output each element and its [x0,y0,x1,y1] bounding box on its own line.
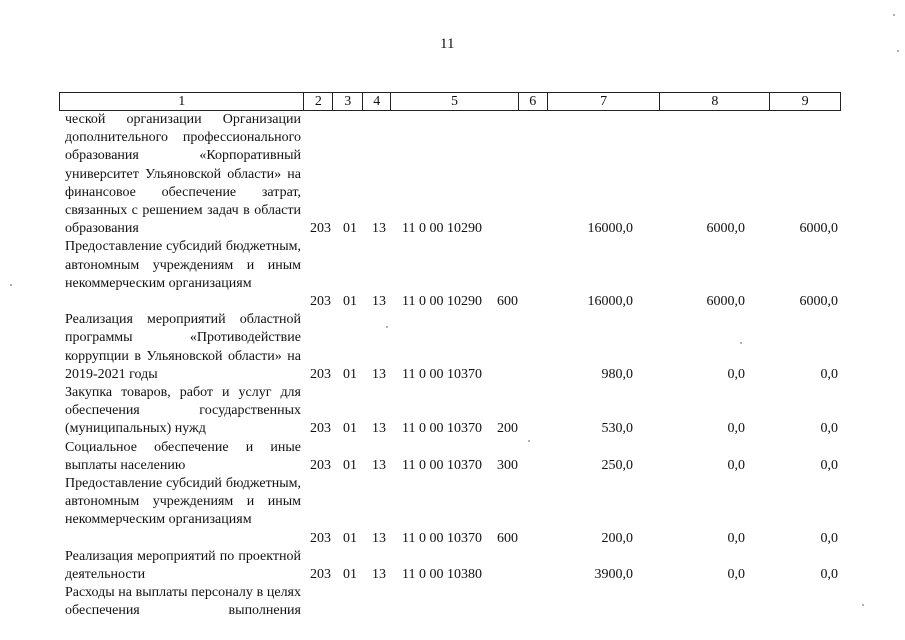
cell-col-7: 3900,0 [594,566,633,582]
cell-col-7: 530,0 [601,421,633,437]
cell-col-5: 11 0 00 10290 [402,293,482,309]
cell-col-2: 203 [310,421,331,437]
header-col-4: 4 [363,93,391,110]
cell-col-4: 13 [372,566,386,582]
cell-col-7: 980,0 [601,366,633,382]
cell-col-5: 11 0 00 10370 [402,530,482,546]
table-row [0,475,905,548]
header-col-1: 1 [60,93,304,110]
header-col-9: 9 [801,94,809,109]
cell-col-8: 0,0 [727,457,745,473]
row-name: Расходы на выплаты персоналу в целях обеспечения выполнения [65,585,301,619]
cell-col-2: 203 [310,566,331,582]
cell-col-8: 6000,0 [706,293,745,309]
cell-col-6: 600 [497,293,518,309]
table-body [0,111,905,621]
cell-col-9: 6000,0 [799,293,838,309]
cell-col-2: 203 [310,221,331,237]
cell-col-5: 11 0 00 10370 [402,421,482,437]
cell-col-9: 0,0 [820,530,838,546]
cell-col-3: 01 [343,530,357,546]
scan-speck [893,14,895,16]
header-col-8: 8 [660,93,770,110]
table-row [0,111,905,238]
table-row [0,548,905,584]
cell-col-2: 203 [310,293,331,309]
scan-speck [897,50,899,52]
cell-col-9: 0,0 [820,366,838,382]
cell-col-5: 11 0 00 10370 [402,457,482,473]
cell-col-7: 16000,0 [587,293,633,309]
page-number: 11 [440,36,455,52]
cell-col-9: 0,0 [820,421,838,437]
cell-col-6: 300 [497,457,518,473]
cell-col-8: 0,0 [727,530,745,546]
cell-col-7: 16000,0 [587,221,633,237]
cell-col-7: 200,0 [601,530,633,546]
table-row [0,238,905,311]
cell-col-6: 600 [497,530,518,546]
cell-col-4: 13 [372,293,386,309]
cell-col-8: 0,0 [727,421,745,437]
header-col-7: 7 [548,93,661,110]
row-name: Закупка товаров, работ и услуг для обеспечения государственных (муниципальных) нужд [65,384,301,437]
header-col-5: 5 [391,93,519,110]
cell-col-6: 200 [497,421,518,437]
cell-col-9: 6000,0 [799,221,838,237]
scan-speck [10,284,12,286]
cell-col-3: 01 [343,566,357,582]
scan-speck [862,604,864,606]
cell-col-9: 0,0 [820,457,838,473]
row-name: Предоставление субсидий бюджетным, автономным учреждениям и иным некоммерческим организациям [65,475,301,528]
row-name: ческой организации Организации дополнительного профессионального образования «Корпоративный университет Ульяновской области» на финансовое обеспечение затрат, связанных с решением задач в области образования [65,112,301,237]
cell-col-3: 01 [343,293,357,309]
cell-col-4: 13 [372,366,386,382]
row-name: Реализация мероприятий по проектной деятельности [65,548,301,582]
header-col-6: 6 [519,93,548,110]
scan-speck [528,440,530,442]
cell-col-5: 11 0 00 10290 [402,221,482,237]
cell-col-2: 203 [310,366,331,382]
cell-col-8: 0,0 [727,366,745,382]
cell-col-4: 13 [372,457,386,473]
cell-col-3: 01 [343,366,357,382]
row-name: Социальное обеспечение и иные выплаты населению [65,439,301,473]
table-row [0,439,905,475]
cell-col-8: 0,0 [727,566,745,582]
cell-col-8: 6000,0 [706,221,745,237]
cell-col-2: 203 [310,457,331,473]
row-name: Реализация мероприятий областной программы «Противодействие коррупции в Ульяновской области» на 2019-2021 годы [65,312,301,382]
table-row [0,584,905,620]
row-name: Предоставление субсидий бюджетным, автономным учреждениям и иным некоммерческим организациям [65,239,301,291]
cell-col-7: 250,0 [601,457,633,473]
cell-col-3: 01 [343,457,357,473]
header-col-3: 3 [333,93,363,110]
cell-col-4: 13 [372,421,386,437]
table-row [0,384,905,439]
cell-col-9: 0,0 [820,566,838,582]
scan-speck [740,342,742,344]
cell-col-4: 13 [372,530,386,546]
header-col-2: 2 [304,93,333,110]
cell-col-3: 01 [343,421,357,437]
cell-col-5: 11 0 00 10370 [402,366,482,382]
table-header [59,92,841,111]
table-row [0,311,905,384]
cell-col-5: 11 0 00 10380 [402,566,482,582]
cell-col-2: 203 [310,530,331,546]
cell-col-3: 01 [343,221,357,237]
cell-col-4: 13 [372,221,386,237]
scan-speck [386,326,388,328]
